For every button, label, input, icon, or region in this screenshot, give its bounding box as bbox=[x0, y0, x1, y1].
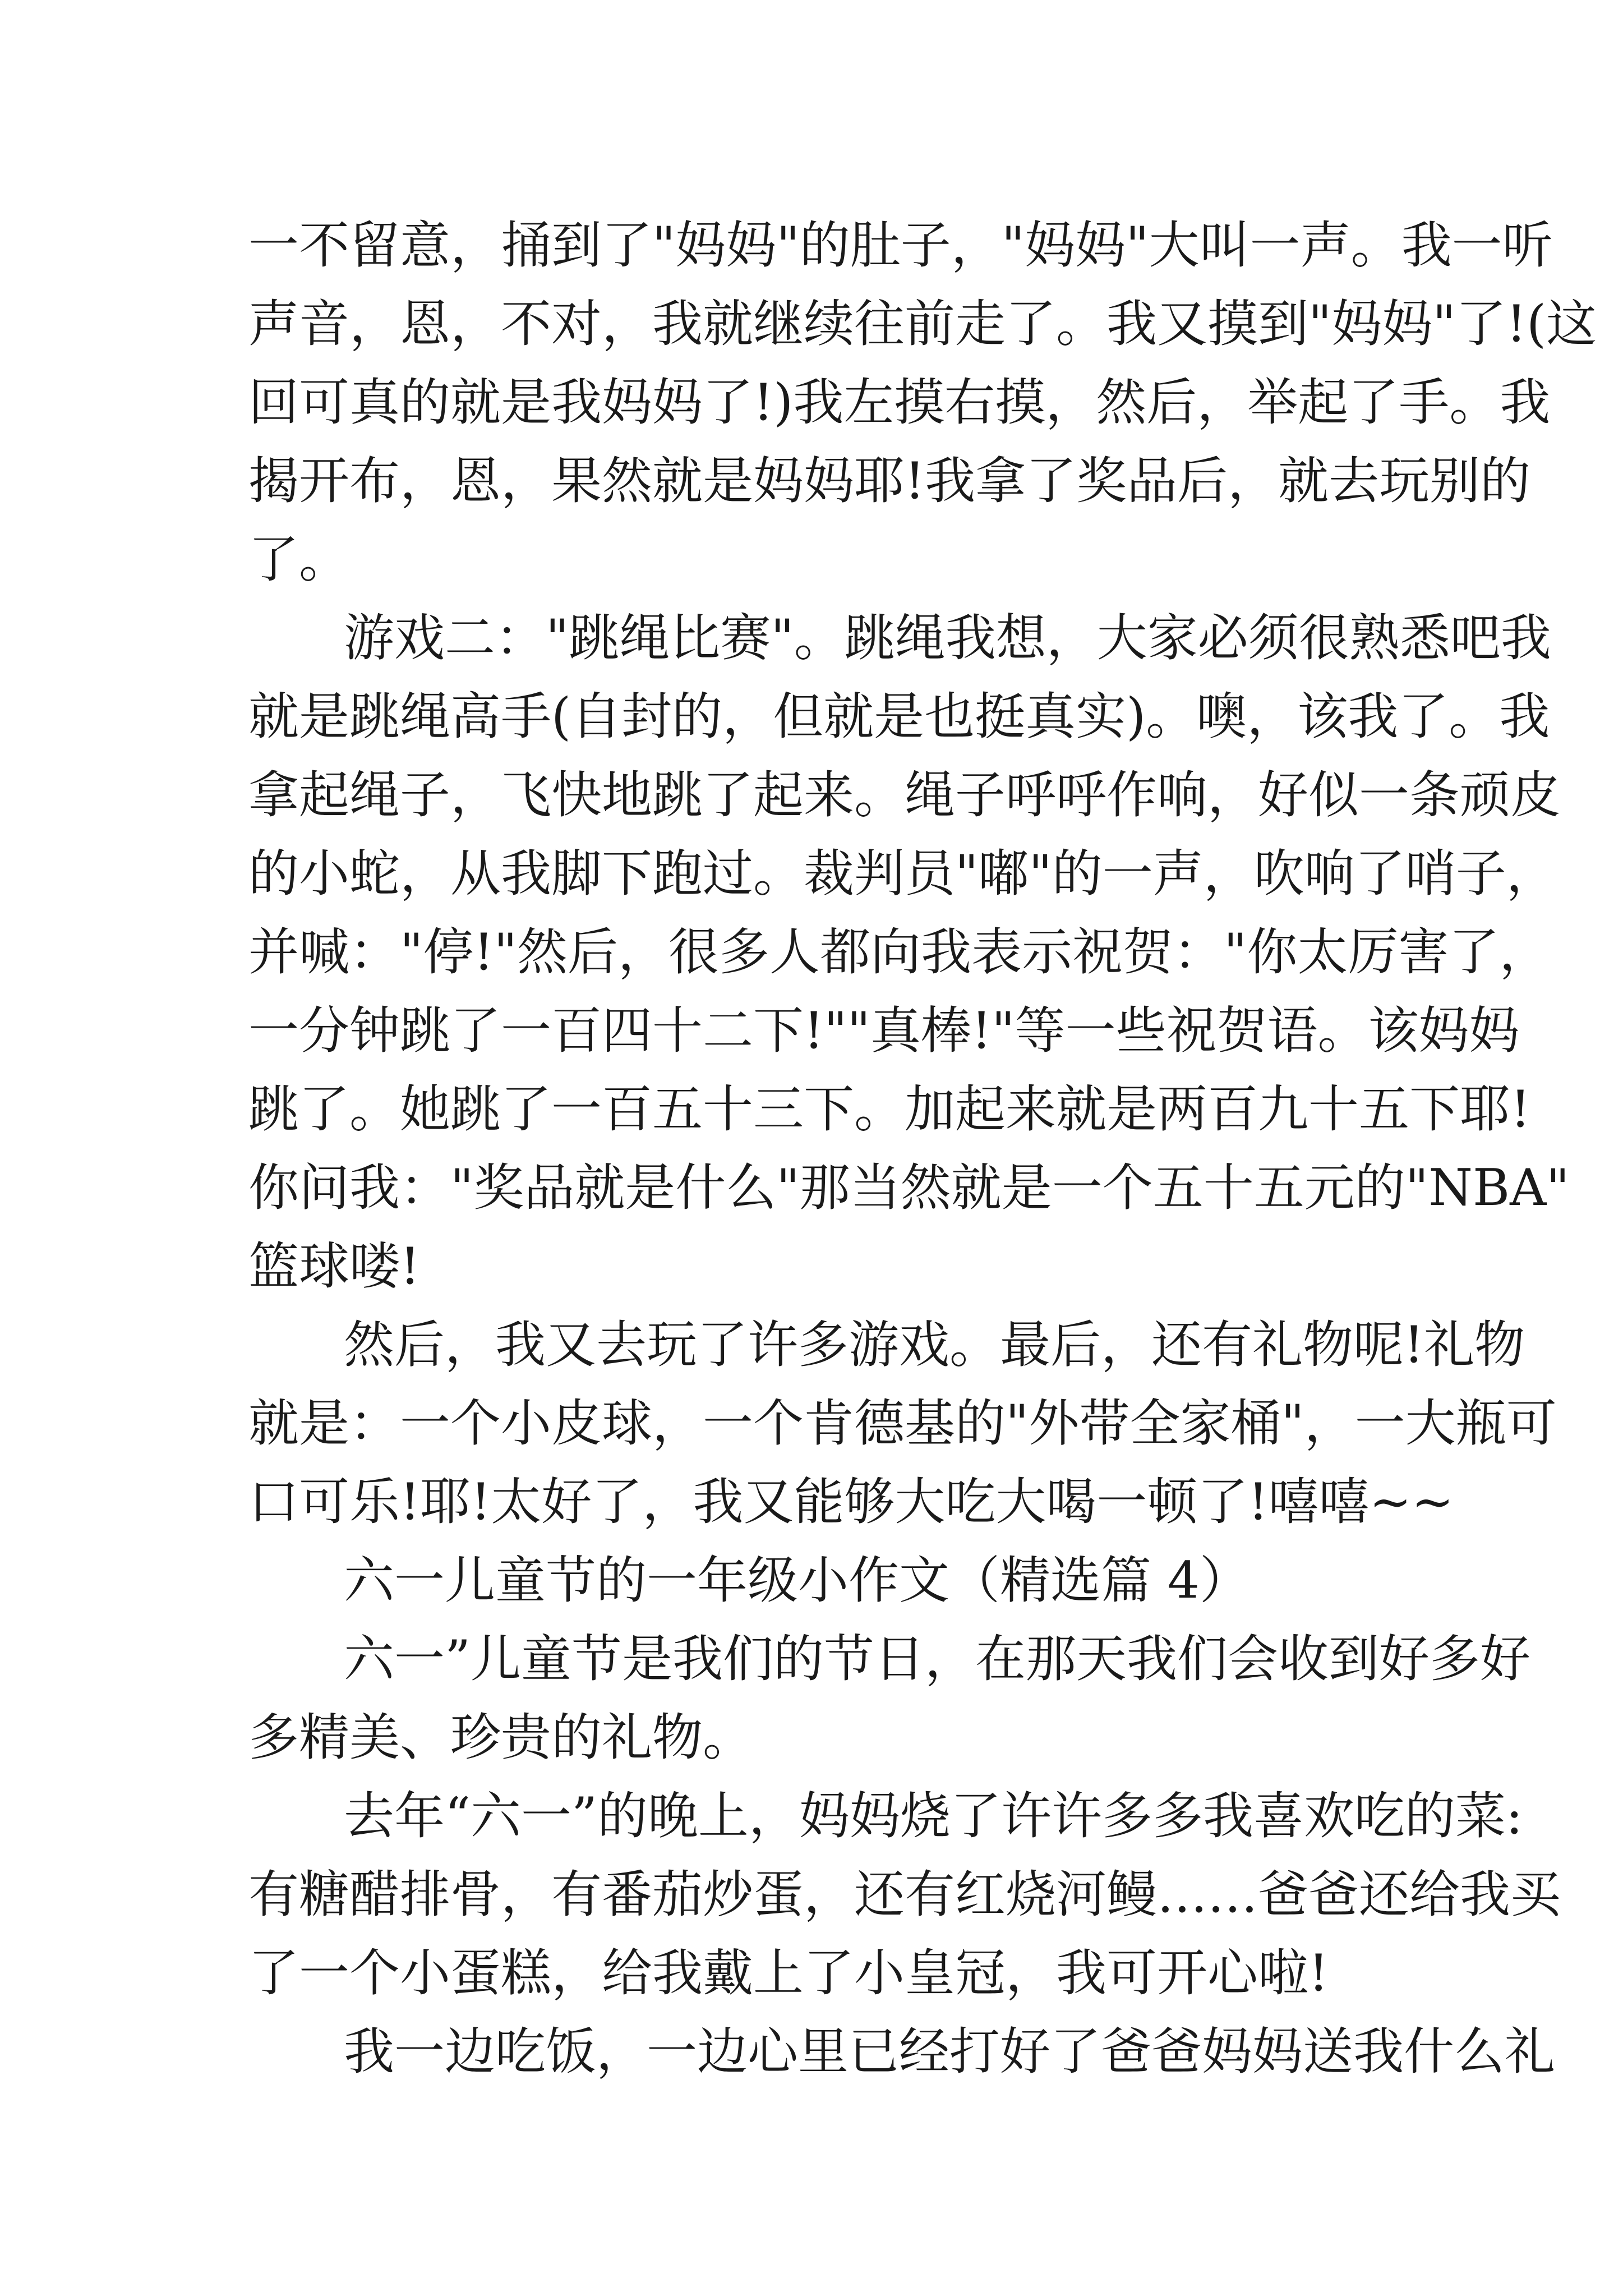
text-line: 就是跳绳高手(自封的，但就是也挺真实)。噢，该我了。我 bbox=[248, 687, 1550, 746]
text-line: 一分钟跳了一百四十二下!""真棒!"等一些祝贺语。该妈妈 bbox=[248, 1001, 1520, 1060]
text-line: 揭开布，恩，果然就是妈妈耶!我拿了奖品后，就去玩别的 bbox=[248, 452, 1531, 510]
text-line: 游戏二："跳绳比赛"。跳绳我想，大家必须很熟悉吧我 bbox=[344, 609, 1551, 668]
text-line: 就是：一个小皮球，一个肯德基的"外带全家桶"，一大瓶可 bbox=[248, 1394, 1557, 1453]
text-line: 回可真的就是我妈妈了!)我左摸右摸，然后，举起了手。我 bbox=[248, 373, 1551, 432]
text-line: 声音，恩，不对，我就继续往前走了。我又摸到"妈妈"了!(这 bbox=[248, 295, 1597, 353]
text-line: 并喊："停!"然后，很多人都向我表示祝贺："你太厉害了， bbox=[248, 923, 1550, 982]
text-line: 的小蛇，从我脚下跑过。裁判员"嘟"的一声，吹响了哨子， bbox=[248, 844, 1557, 903]
text-line: 有糖醋排骨，有番茄炒蛋，还有红烧河鳗……爸爸还给我买 bbox=[248, 1865, 1561, 1924]
text-line: 篮球喽! bbox=[248, 1237, 421, 1296]
text-line: 了一个小蛋糕，给我戴上了小皇冠，我可开心啦! bbox=[248, 1944, 1329, 2003]
section-heading: 六一儿童节的一年级小作文（精选篇 4） bbox=[344, 1551, 1250, 1610]
document-body bbox=[248, 206, 1597, 2091]
text-line: 然后，我又去玩了许多游戏。最后，还有礼物呢!礼物 bbox=[344, 1315, 1525, 1374]
text-line: 六一”儿童节是我们的节日，在那天我们会收到好多好 bbox=[344, 1630, 1531, 1688]
text-line: 去年“六一”的晚上，妈妈烧了许许多多我喜欢吃的菜: bbox=[344, 1787, 1523, 1846]
text-line: 口可乐!耶!太好了，我又能够大吃大喝一顿了!嘻嘻~~ bbox=[248, 1473, 1454, 1531]
text-line: 你问我："奖品就是什么"那当然就是一个五十五元的"NBA" bbox=[248, 1158, 1570, 1217]
text-line: 我一边吃饭，一边心里已经打好了爸爸妈妈送我什么礼 bbox=[344, 2022, 1555, 2081]
text-line: 多精美、珍贵的礼物。 bbox=[248, 1708, 753, 1767]
text-line: 一不留意，捅到了"妈妈"的肚子，"妈妈"大叫一声。我一听 bbox=[248, 216, 1553, 275]
text-line: 拿起绳子，飞快地跳了起来。绳子呼呼作响，好似一条顽皮 bbox=[248, 766, 1561, 825]
text-line: 跳了。她跳了一百五十三下。加起来就是两百九十五下耶! bbox=[248, 1080, 1531, 1139]
text-line: 了。 bbox=[248, 530, 349, 589]
